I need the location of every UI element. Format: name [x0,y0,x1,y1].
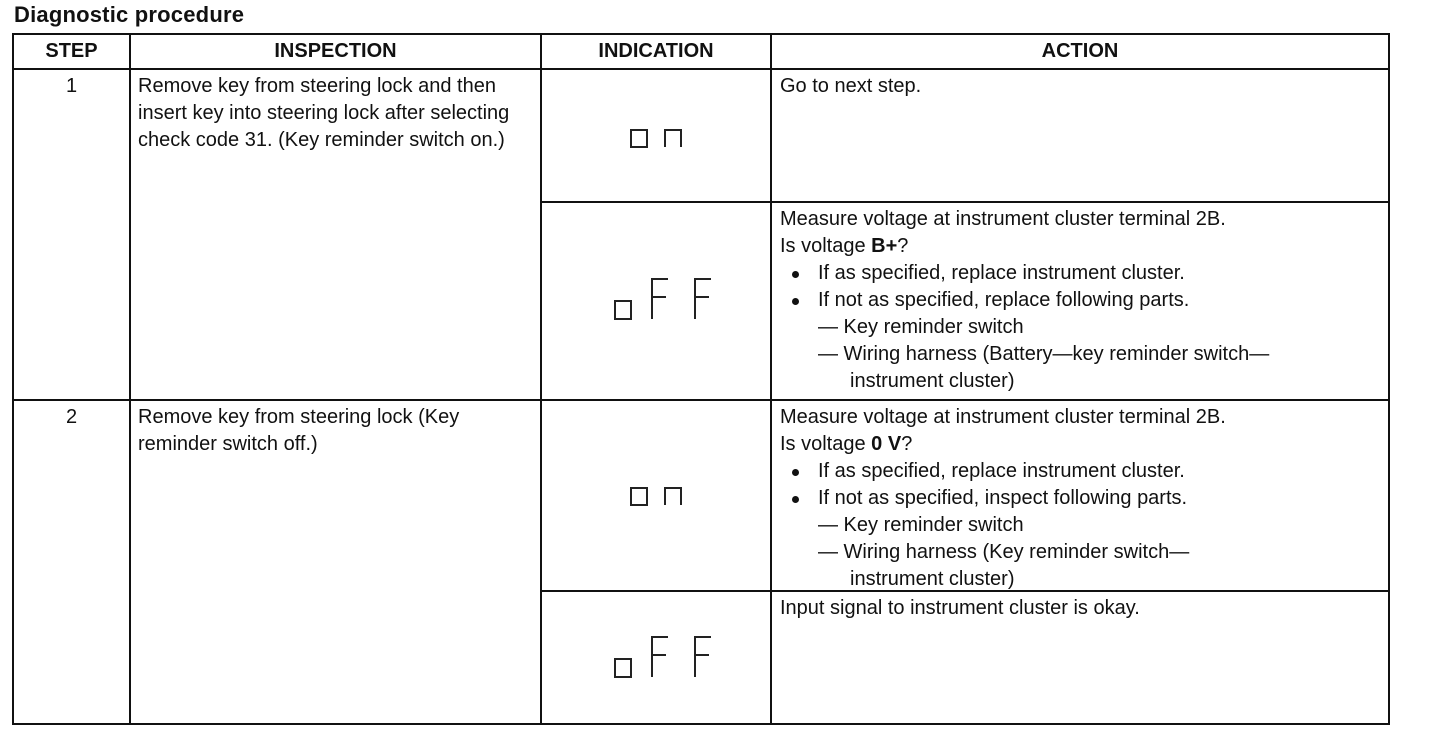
column-divider [540,35,542,723]
row-divider [14,68,1388,70]
row-divider [14,399,1388,401]
action-line: Input signal to instrument cluster is okay. [780,597,1140,619]
action-sub-item: — Key reminder switch [818,514,1024,536]
action-sub-item-continued: instrument cluster) [850,370,1015,392]
action-bullet: If not as specified, inspect following parts. [780,485,1380,512]
action-line: Go to next step. [780,75,922,97]
action-bullet: If not as specified, replace following parts. [780,287,1380,314]
step-number: 2 [65,406,78,428]
action-sub-item-continued: instrument cluster) [850,568,1015,590]
action-cell [780,595,1380,622]
page-title: Diagnostic procedure [14,2,245,27]
column-divider [129,35,131,723]
header-step: STEP [45,40,98,62]
header-action: ACTION [1041,40,1119,62]
action-question [780,431,1380,458]
indication-off-display [611,633,721,685]
indication-on-display [628,123,698,153]
action-bullet: If as specified, replace instrument cluster. [780,458,1380,485]
question-prefix: Is voltage [780,235,872,257]
header-indication: INDICATION [598,40,714,62]
question-value: 0 V [871,433,902,455]
action-line: Measure voltage at instrument cluster terminal 2B. [780,208,1226,230]
action-sub-item: — Wiring harness (Battery—key reminder switch— [818,343,1270,365]
indication-off-display [611,275,721,327]
action-question [780,233,1380,260]
question-prefix: Is voltage [780,433,872,455]
question-value: B+ [871,235,898,257]
action-cell [780,73,1380,100]
action-cell [780,404,1380,593]
indication-on-display [628,481,698,511]
step-number: 1 [65,75,78,97]
row-divider [540,201,1388,203]
question-suffix: ? [897,235,909,257]
action-sub-item: — Key reminder switch [818,316,1024,338]
question-suffix: ? [901,433,913,455]
action-bullet: If as specified, replace instrument cluster. [780,260,1380,287]
action-sub-item: — Wiring harness (Key reminder switch— [818,541,1190,563]
diagnostic-table [12,33,1390,725]
step-inspection: Remove key from steering lock and then insert key into steering lock after selecting check code 31. (Key reminder switch on.) [138,75,510,151]
step-inspection: Remove key from steering lock (Key reminder switch off.) [138,406,460,455]
action-line: Measure voltage at instrument cluster terminal 2B. [780,406,1226,428]
header-inspection: INSPECTION [274,40,397,62]
action-cell [780,206,1380,395]
column-divider [770,35,772,723]
